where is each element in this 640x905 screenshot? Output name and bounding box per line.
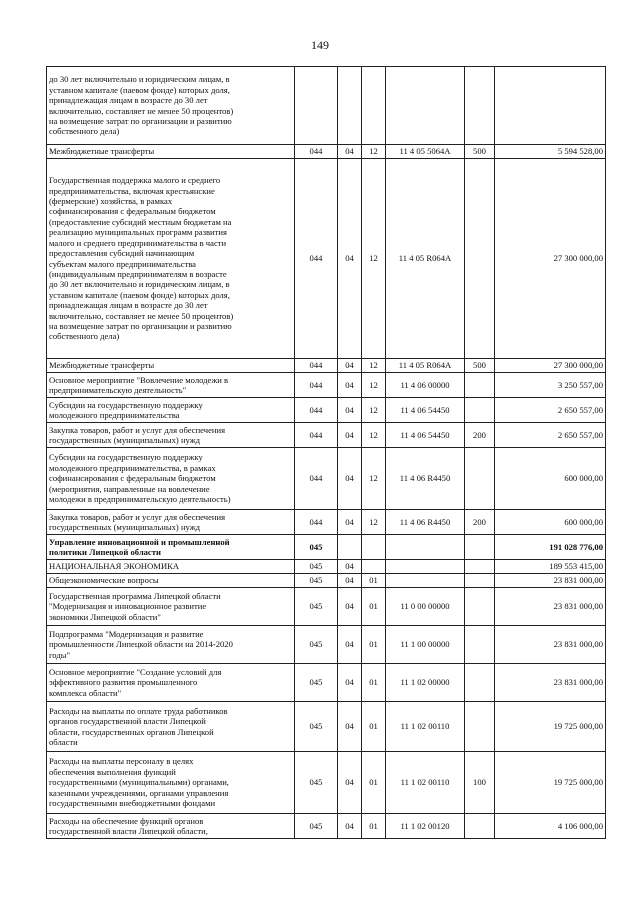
admin-code-cell: 044 <box>295 423 338 448</box>
amount-cell: 600 000,00 <box>495 510 606 535</box>
amount-cell: 2 650 557,00 <box>495 423 606 448</box>
target-article-cell: 11 1 02 00110 <box>386 752 465 814</box>
subsection-code-cell: 12 <box>362 423 386 448</box>
budget-table <box>46 66 606 839</box>
table-row <box>47 560 606 574</box>
target-article-cell: 11 4 06 R4450 <box>386 510 465 535</box>
row-name-cell: Расходы на выплаты по оплате труда работников органов государственной власти Липецкой области, государственных органов Липецкой области <box>47 702 295 752</box>
row-name-cell: Субсидии на государственную поддержку молодежного предпринимательства, в рамках софинансирования с федеральным бюджетом (мероприятия, направленные на вовлечение молодежи в предпринимательскую деятельность) <box>47 448 295 510</box>
amount-cell: 19 725 000,00 <box>495 752 606 814</box>
section-code-cell: 04 <box>338 373 362 398</box>
admin-code-cell: 044 <box>295 510 338 535</box>
target-article-cell: 11 1 00 00000 <box>386 626 465 664</box>
admin-code-cell: 044 <box>295 398 338 423</box>
section-code-cell: 04 <box>338 752 362 814</box>
table-row <box>47 145 606 159</box>
amount-cell: 189 553 415,00 <box>495 560 606 574</box>
row-name-cell: Государственная поддержка малого и среднего предпринимательства, включая крестьянские (фермерские) хозяйства, в рамках софинансирования с федеральным бюджетом (предоставление субсидий местным бюджетам на реализацию муниципальных программ развития малого и среднего предпринимательства в части предоставления субсидий начинающим субъектам малого предпринимательства (индивидуальным предпринимателям в возрасте до 30 лет включительно и юридическим лицам, в уставном капитале (паевом фонде) которых доля, принадлежащая лицам в возрасте до 30 лет включительно, составляет не менее 50 процентов) на возмещение затрат по организации и развитию собственного дела) <box>47 159 295 359</box>
amount-cell: 23 831 000,00 <box>495 588 606 626</box>
subsection-code-cell <box>362 535 386 560</box>
section-code-cell: 04 <box>338 814 362 839</box>
admin-code-cell: 044 <box>295 448 338 510</box>
row-name-cell: НАЦИОНАЛЬНАЯ ЭКОНОМИКА <box>47 560 295 574</box>
amount-cell: 23 831 000,00 <box>495 574 606 588</box>
table-row <box>47 373 606 398</box>
target-article-cell <box>386 574 465 588</box>
section-code-cell: 04 <box>338 145 362 159</box>
expense-type-cell <box>465 702 495 752</box>
section-code-cell: 04 <box>338 359 362 373</box>
amount-cell: 27 300 000,00 <box>495 159 606 359</box>
table-row <box>47 752 606 814</box>
section-code-cell <box>338 535 362 560</box>
row-name-cell: Расходы на обеспечение функций органов государственной власти Липецкой области, <box>47 814 295 839</box>
target-article-cell <box>386 560 465 574</box>
expense-type-cell: 100 <box>465 752 495 814</box>
section-code-cell: 04 <box>338 159 362 359</box>
section-code-cell: 04 <box>338 588 362 626</box>
row-name-cell: Расходы на выплаты персоналу в целях обеспечения выполнения функций государственными (муниципальными) органами, казенными учреждениями, органами управления государственными внебюджетными фондами <box>47 752 295 814</box>
admin-code-cell: 044 <box>295 373 338 398</box>
expense-type-cell: 500 <box>465 359 495 373</box>
row-name-cell: Управление инновационной и промышленной политики Липецкой области <box>47 535 295 560</box>
expense-type-cell <box>465 574 495 588</box>
target-article-cell: 11 4 06 54450 <box>386 398 465 423</box>
row-name-cell: Государственная программа Липецкой области "Модернизация и инновационное развитие экономики Липецкой области" <box>47 588 295 626</box>
table-row <box>47 359 606 373</box>
target-article-cell: 11 4 06 54450 <box>386 423 465 448</box>
row-name-cell: Общеэкономические вопросы <box>47 574 295 588</box>
section-code-cell: 04 <box>338 398 362 423</box>
page-number: 149 <box>311 38 329 52</box>
admin-code-cell: 045 <box>295 752 338 814</box>
target-article-cell <box>386 67 465 145</box>
subsection-code-cell: 01 <box>362 588 386 626</box>
target-article-cell: 11 1 02 00120 <box>386 814 465 839</box>
row-name-cell: до 30 лет включительно и юридическим лицам, в уставном капитале (паевом фонде) которых доля, принадлежащая лицам в возрасте до 30 лет включительно, составляет не менее 50 процентов) на возмещение затрат по организации и развитию собственного дела) <box>47 67 295 145</box>
subsection-code-cell: 01 <box>362 752 386 814</box>
table-row <box>47 702 606 752</box>
admin-code-cell: 045 <box>295 702 338 752</box>
admin-code-cell: 045 <box>295 814 338 839</box>
subsection-code-cell: 12 <box>362 159 386 359</box>
admin-code-cell: 045 <box>295 535 338 560</box>
expense-type-cell <box>465 588 495 626</box>
amount-cell: 23 831 000,00 <box>495 664 606 702</box>
table-row <box>47 535 606 560</box>
section-code-cell: 04 <box>338 574 362 588</box>
table-row <box>47 574 606 588</box>
expense-type-cell: 200 <box>465 510 495 535</box>
subsection-code-cell: 12 <box>362 448 386 510</box>
target-article-cell: 11 0 00 00000 <box>386 588 465 626</box>
target-article-cell: 11 1 02 00110 <box>386 702 465 752</box>
table-row <box>47 159 606 359</box>
subsection-code-cell: 01 <box>362 574 386 588</box>
row-name-cell: Закупка товаров, работ и услуг для обеспечения государственных (муниципальных) нужд <box>47 423 295 448</box>
amount-cell: 3 250 557,00 <box>495 373 606 398</box>
section-code-cell: 04 <box>338 560 362 574</box>
subsection-code-cell <box>362 67 386 145</box>
section-code-cell: 04 <box>338 423 362 448</box>
expense-type-cell <box>465 67 495 145</box>
section-code-cell: 04 <box>338 664 362 702</box>
table-body <box>47 67 606 839</box>
table-row <box>47 510 606 535</box>
section-code-cell: 04 <box>338 702 362 752</box>
admin-code-cell <box>295 67 338 145</box>
row-name-cell: Межбюджетные трансферты <box>47 359 295 373</box>
expense-type-cell <box>465 560 495 574</box>
target-article-cell: 11 4 05 R064A <box>386 159 465 359</box>
subsection-code-cell: 12 <box>362 510 386 535</box>
row-name-cell: Подпрограмма "Модернизация и развитие промышленности Липецкой области на 2014-2020 годы" <box>47 626 295 664</box>
admin-code-cell: 044 <box>295 145 338 159</box>
table-row <box>47 67 606 145</box>
table-row <box>47 398 606 423</box>
section-code-cell: 04 <box>338 510 362 535</box>
subsection-code-cell: 12 <box>362 398 386 423</box>
table-row <box>47 626 606 664</box>
row-name-cell: Закупка товаров, работ и услуг для обеспечения государственных (муниципальных) нужд <box>47 510 295 535</box>
amount-cell: 191 028 776,00 <box>495 535 606 560</box>
section-code-cell: 04 <box>338 448 362 510</box>
target-article-cell: 11 4 05 R064A <box>386 359 465 373</box>
expense-type-cell <box>465 535 495 560</box>
target-article-cell: 11 4 06 00000 <box>386 373 465 398</box>
target-article-cell: 11 4 06 R4450 <box>386 448 465 510</box>
target-article-cell: 11 1 02 00000 <box>386 664 465 702</box>
subsection-code-cell: 01 <box>362 814 386 839</box>
target-article-cell: 11 4 05 5064A <box>386 145 465 159</box>
amount-cell: 2 650 557,00 <box>495 398 606 423</box>
table-row <box>47 814 606 839</box>
subsection-code-cell: 01 <box>362 626 386 664</box>
expense-type-cell <box>465 626 495 664</box>
subsection-code-cell: 12 <box>362 373 386 398</box>
row-name-cell: Основное мероприятие "Вовлечение молодежи в предпринимательскую деятельность" <box>47 373 295 398</box>
subsection-code-cell: 12 <box>362 359 386 373</box>
expense-type-cell: 200 <box>465 423 495 448</box>
row-name-cell: Субсидии на государственную поддержку молодежного предпринимательства <box>47 398 295 423</box>
target-article-cell <box>386 535 465 560</box>
amount-cell <box>495 67 606 145</box>
section-code-cell: 04 <box>338 626 362 664</box>
amount-cell: 5 594 528,00 <box>495 145 606 159</box>
admin-code-cell: 045 <box>295 574 338 588</box>
subsection-code-cell: 01 <box>362 664 386 702</box>
table-row <box>47 423 606 448</box>
amount-cell: 23 831 000,00 <box>495 626 606 664</box>
amount-cell: 600 000,00 <box>495 448 606 510</box>
table-row <box>47 588 606 626</box>
expense-type-cell: 500 <box>465 145 495 159</box>
row-name-cell: Межбюджетные трансферты <box>47 145 295 159</box>
row-name-cell: Основное мероприятие "Создание условий для эффективного развития промышленного комплекса области" <box>47 664 295 702</box>
subsection-code-cell <box>362 560 386 574</box>
expense-type-cell <box>465 814 495 839</box>
expense-type-cell <box>465 373 495 398</box>
amount-cell: 4 106 000,00 <box>495 814 606 839</box>
section-code-cell <box>338 67 362 145</box>
admin-code-cell: 045 <box>295 560 338 574</box>
admin-code-cell: 044 <box>295 359 338 373</box>
amount-cell: 19 725 000,00 <box>495 702 606 752</box>
admin-code-cell: 045 <box>295 626 338 664</box>
expense-type-cell <box>465 448 495 510</box>
expense-type-cell <box>465 159 495 359</box>
amount-cell: 27 300 000,00 <box>495 359 606 373</box>
subsection-code-cell: 12 <box>362 145 386 159</box>
subsection-code-cell: 01 <box>362 702 386 752</box>
expense-type-cell <box>465 664 495 702</box>
expense-type-cell <box>465 398 495 423</box>
admin-code-cell: 044 <box>295 159 338 359</box>
admin-code-cell: 045 <box>295 588 338 626</box>
table-row <box>47 664 606 702</box>
admin-code-cell: 045 <box>295 664 338 702</box>
table-row <box>47 448 606 510</box>
